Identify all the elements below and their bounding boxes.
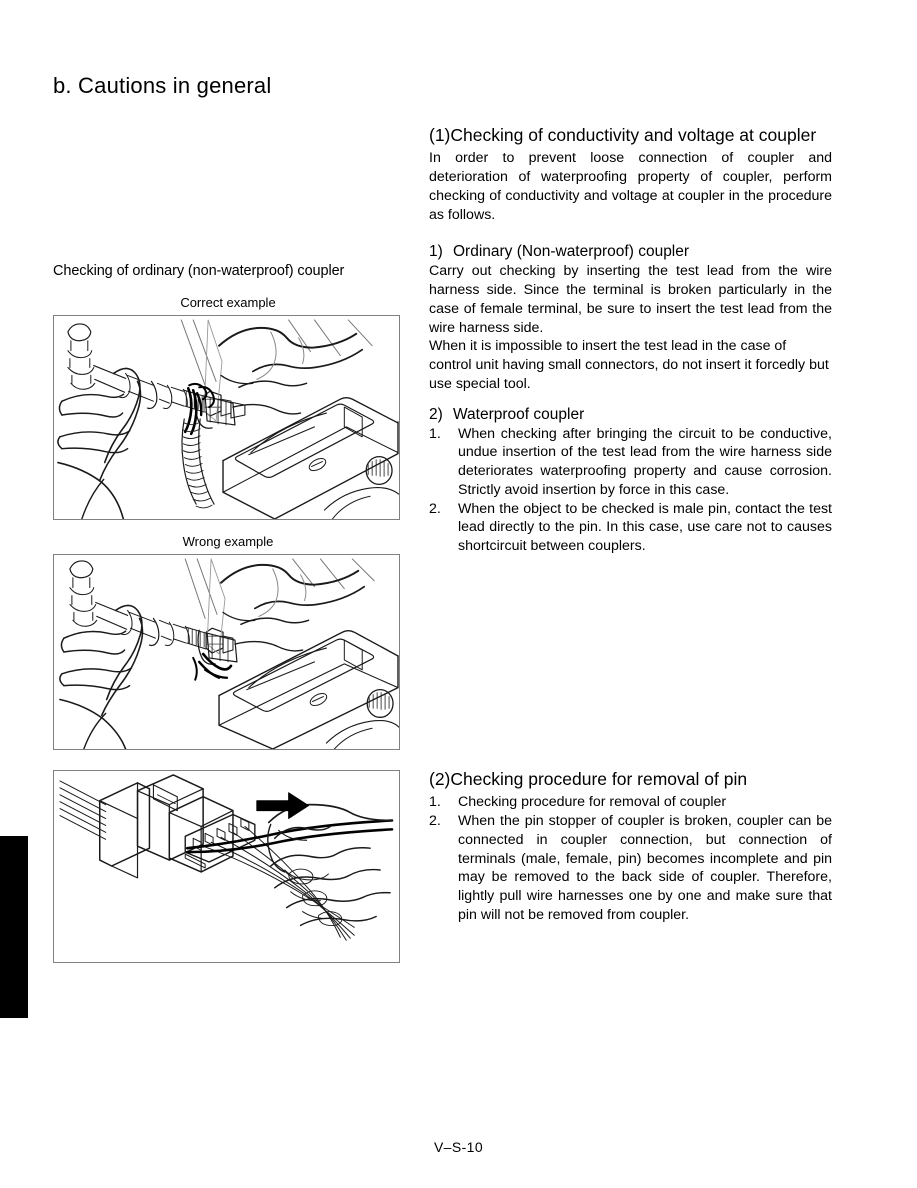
sub2-title: Waterproof coupler [453, 405, 585, 423]
section1-number: (1) [429, 125, 451, 145]
sub2-item-1-text: When checking after bringing the circuit to be conductive, undue insertion of the test lead from the wire harness side deteriorates waterproofing property and cause corrosion. Strictly avoid insertion by force in this case. [458, 425, 832, 498]
thumb-index-tab [0, 836, 28, 1018]
figure-caption-correct: Correct example [180, 294, 276, 310]
figure-pin-removal-artwork [54, 771, 399, 962]
right-column-section2 [429, 768, 832, 925]
section2-list-item [429, 812, 832, 924]
sub1-paragraph-2: When it is impossible to insert the test lead in the case of control unit having small connectors, do not insert it forcedly but use special tool. [429, 338, 829, 392]
right-column-section1 [429, 124, 832, 556]
section1-intro: In order to prevent loose connection of coupler and deterioration of waterproofing property of coupler, perform checking of conductivity and voltage at coupler in the procedure as follows. [429, 150, 832, 223]
section1-heading [429, 124, 832, 146]
sub2-item-1-marker: 1. [429, 425, 441, 442]
sub1-title: Ordinary (Non-waterproof) coupler [453, 243, 690, 261]
sub1-paragraph-1: Carry out checking by inserting the test lead from the wire harness side. Since the terminal is broken particularly in the case of female terminal, be sure to insert the test lead from the wire harness side. [429, 263, 832, 336]
section2-item-2-marker: 2. [429, 813, 441, 830]
figure-correct-example-artwork [54, 316, 399, 519]
section2-title: Checking procedure for removal of pin [450, 769, 748, 789]
figure-correct-example [53, 315, 400, 520]
section2-list [429, 793, 832, 924]
left-section-label: Checking of ordinary (non-waterproof) coupler [53, 263, 345, 279]
sub1-heading [429, 242, 832, 262]
section2-item-2-text: When the pin stopper of coupler is broken, coupler can be connected in coupler connection, but connection of terminals (male, female, pin) becomes incomplete and pin may be removed to the back side of coupler. Therefore, lightly pull wire harnesses one by one and make sure that pin will not be removed from coupler. [458, 813, 832, 923]
left-column [53, 262, 403, 750]
sub2-item-2-marker: 2. [429, 500, 441, 517]
sub1-number: 1) [429, 243, 443, 261]
sub2-number: 2) [429, 405, 443, 423]
section2-heading [429, 768, 832, 790]
section2-item-1-marker: 1. [429, 794, 441, 811]
figure-pin-removal-wrapper [53, 770, 400, 963]
sub2-list [429, 425, 832, 556]
sub2-list-item [429, 500, 832, 556]
page-footer: V–S-10 [433, 1139, 484, 1155]
section2-number: (2) [429, 769, 451, 789]
figure-pin-removal [53, 770, 400, 963]
sub2-list-item [429, 425, 832, 500]
sub2-heading [429, 405, 832, 425]
section2-item-1-text: Checking procedure for removal of coupler [458, 794, 727, 811]
figure-wrong-example-artwork [54, 555, 399, 749]
figure-caption-wrong: Wrong example [182, 533, 274, 549]
figure-wrong-example [53, 554, 400, 750]
sub2-item-2-text: When the object to be checked is male pin, contact the test lead directly to the pin. In this case, use care not to causes shortcircuit between couplers. [458, 500, 832, 555]
page-title: b. Cautions in general [53, 73, 272, 98]
section2-list-item [429, 793, 832, 812]
section1-title: Checking of conductivity and voltage at coupler [450, 125, 817, 145]
